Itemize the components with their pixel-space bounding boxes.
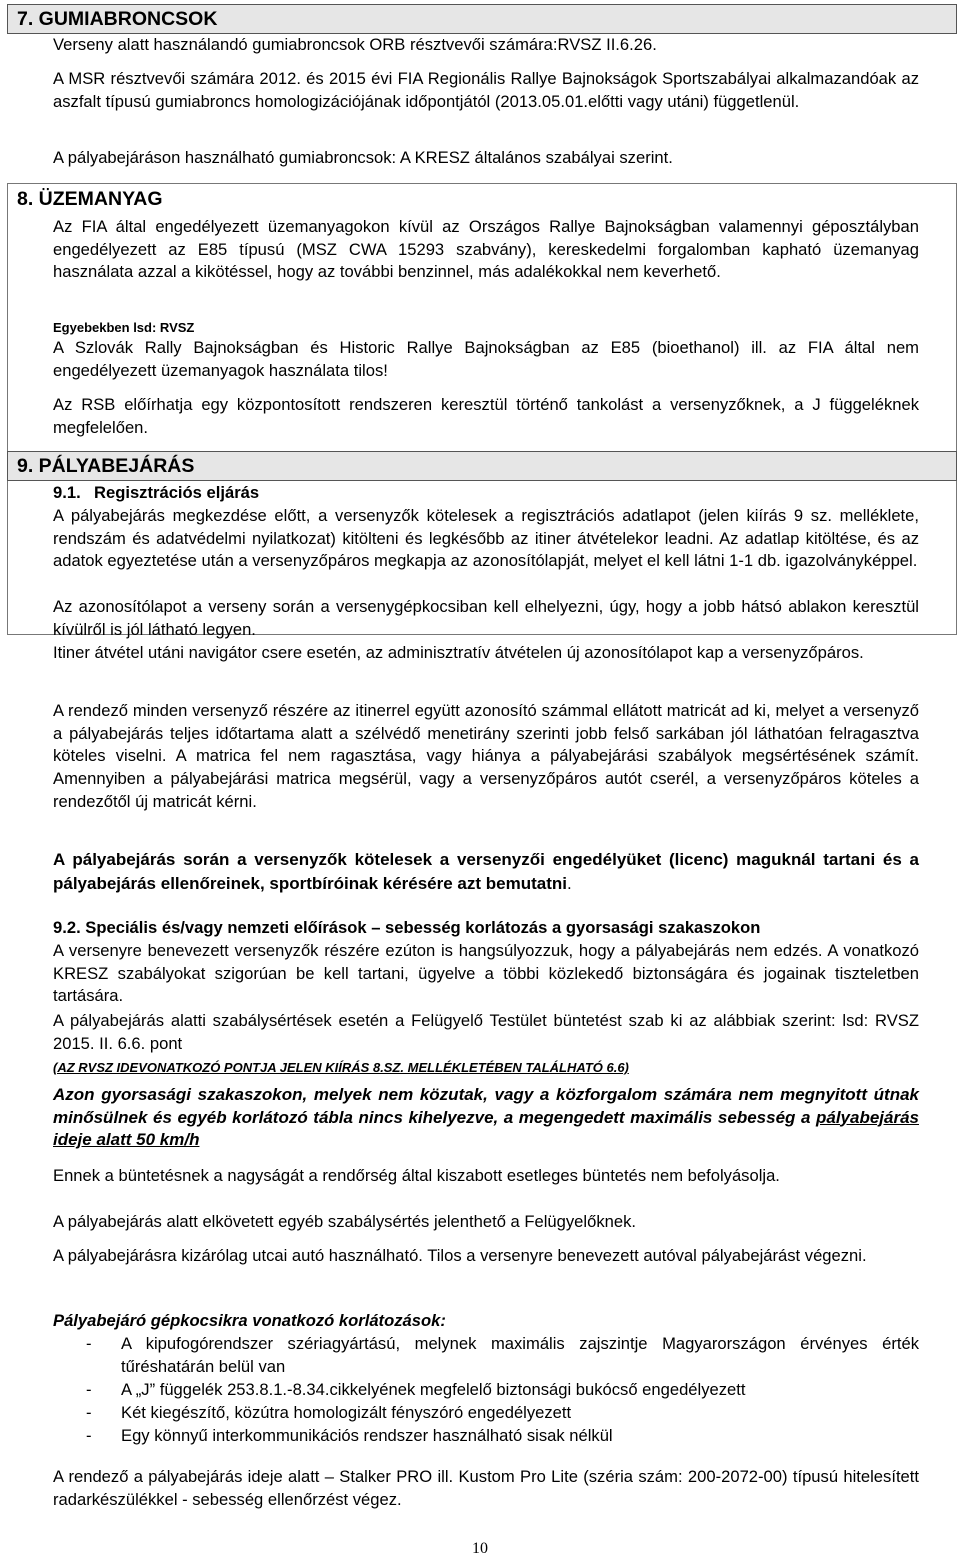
s91-paragraph-2: Az azonosítólapot a verseny során a versenygépkocsiban kell elhelyezni, úgy, hogy a jobb hátsó ablakon keresztül kívülről is jól látható legyen. <box>53 597 919 639</box>
limit-dash: - <box>86 1403 92 1422</box>
section-9-heading: 9. PÁLYABEJÁRÁS <box>7 451 957 481</box>
s8-paragraph-3: A Szlovák Rally Bajnokságban és Historic Rallye Bajnokságban az E85 (bioethanol) ill. az FIA által nem engedélyezett üzemanyagok használata tilos! <box>53 338 919 380</box>
s91-paragraph-4: A rendező minden versenyző részére az itinerrel együtt azonosító számmal ellátott matricát ad ki, melyet a versenyző a pályabejárás teljes időtartama alatt a szélvédő menetirány szerinti jobb felső sarkában jól láthatóan felragasztva köteles viselni. A matrica fel nem ragasztása, vagy hiánya a pályabejárási szabályok megsértésének számít. Amennyiben a pályabejárási matrica megsérül, vagy a versenyzőpáros autót cserél, a versenyzőpáros köteles a rendezőtől új matricát kérni. <box>53 701 919 811</box>
limit-dash: - <box>86 1380 92 1399</box>
s92-heading: 9.2. Speciális és/vagy nemzeti előírások – sebesség korlátozás a gyorsasági szakaszokon <box>53 918 761 937</box>
s92-paragraph-4-underlined: pályabejárás ideje alatt 50 km/h <box>53 1107 919 1149</box>
limit-dash: - <box>86 1334 92 1353</box>
s7-paragraph-3: A pályabejáráson használható gumiabroncsok: A KRESZ általános szabályai szerint. <box>53 148 673 167</box>
s91-number: 9.1. <box>53 483 81 502</box>
limit-item: Két kiegészítő, közútra homologizált fényszóró engedélyezett <box>121 1403 572 1422</box>
s91-paragraph-1: A pályabejárás megkezdése előtt, a versenyzők kötelesek a regisztrációs adatlapot (jelen kiírás 9 sz. melléklete, rendszám és adatvédelmi nyilatkozat) kitölteni és legkésőbb az itiner átvételekor leadni. Az adatlap kitöltése, és az adatok egyeztetése után a versenyzőpáros megkapja az azonosítólapját, melyet el kell látni 1-1 db. igazolványképpel. <box>53 506 919 571</box>
s92-paragraph-6: A pályabejárás alatt elkövetett egyéb szabálysértés jelenthető a Felügyelőknek. <box>53 1212 636 1231</box>
s92-paragraph-1: A versenyre benevezett versenyzők részére ezúton is hangsúlyozzuk, hogy a pályabejárás nem edzés. A vonatkozó KRESZ szabályokat szigorúan be kell tartani, ügyelve a többi közlekedő biztonságára és jogainak tiszteletben tartására. <box>53 941 919 1006</box>
s91-paragraph-5 <box>53 848 919 896</box>
section-7-heading: 7. GUMIABRONCSOK <box>7 4 957 34</box>
limits-title: Pályabejáró gépkocsikra vonatkozó korlátozások: <box>53 1311 446 1330</box>
s92-paragraph-2: A pályabejárás alatti szabálysértések esetén a Felügyelő Testület büntetést szab ki az alábbiak szerint: lsd: RVSZ 2015. II. 6.6. pont <box>53 1011 919 1053</box>
s91-paragraph-3: Itiner átvétel utáni navigátor csere esetén, az adminisztratív átvételen új azonosítólapot kap a versenyzőpáros. <box>53 643 864 662</box>
limit-item: Egy könnyű interkommunikációs rendszer használható sisak nélkül <box>121 1426 613 1445</box>
page-number: 10 <box>472 1540 488 1557</box>
s91-title: Regisztrációs eljárás <box>94 483 260 502</box>
s92-paragraph-4 <box>53 1084 919 1152</box>
s92-paragraph-3: (AZ RVSZ IDEVONATKOZÓ PONTJA JELEN KIÍRÁS 8.SZ. MELLÉKLETÉBEN TALÁLHATÓ 6.6) <box>53 1060 629 1075</box>
final-paragraph: A rendező a pályabejárás ideje alatt – Stalker PRO ill. Kustom Pro Lite (széria szám: 200-2072-00) típusú hitelesített radarkészülékkel - sebesség ellenőrzést végez. <box>53 1467 919 1509</box>
limit-item: A „J” függelék 253.8.1.-8.34.cikkelyének megfelelő biztonsági bukócső engedélyezett <box>121 1380 746 1399</box>
s8-paragraph-4: Az RSB előírhatja egy központosított rendszeren keresztül történő tankolást a versenyzőknek, a J függeléknek megfelelően. <box>53 395 919 437</box>
s8-paragraph-1: Az FIA által engedélyezett üzemanyagokon kívül az Országos Rallye Bajnokságban valamennyi géposztályban engedélyezett az E85 típusú (MSZ CWA 15293 szabvány), kereskedelmi forgalomban kapható üzemanyag használata azzal a kikötéssel, hogy az további benzinnel, más adalékokkal nem keverhető. <box>53 217 919 282</box>
s7-paragraph-2: A MSR résztvevői számára 2012. és 2015 évi FIA Regionális Rallye Bajnokságok Sportszabályai alkalmazandóak az aszfalt típusú gumiabroncs homologizációjának időpontjától (2013.05.01.előtti vagy utáni) függetlenül. <box>53 69 919 111</box>
s8-paragraph-2: Egyebekben lsd: RVSZ <box>53 320 195 335</box>
s7-paragraph-1: Verseny alatt használandó gumiabroncsok ORB résztvevői számára:RVSZ II.6.26. <box>53 35 657 54</box>
s92-paragraph-5: Ennek a büntetésnek a nagyságát a rendőrség által kiszabott esetleges büntetés nem befolyásolja. <box>53 1166 780 1185</box>
s92-paragraph-7: A pályabejárásra kizárólag utcai autó használható. Tilos a versenyre benevezett autóval pályabejárást végezni. <box>53 1246 867 1265</box>
s91-paragraph-5-end: . <box>566 874 572 893</box>
s91-heading <box>53 483 259 503</box>
s91-paragraph-5-text: A pályabejárás során a versenyzők kötelesek a versenyzői engedélyüket (licenc) maguknál tartani és a pályabejárás ellenőreinek, sportbíróinak kérésére azt bemutatni <box>53 850 919 893</box>
s92-paragraph-4-text: Azon gyorsasági szakaszokon, melyek nem közutak, vagy a közforgalom számára nem megnyitott útnak minősülnek és egyéb korlátozó tábla nincs kihelyezve, a megengedett maximális sebesség a <box>53 1085 919 1127</box>
section-8-heading: 8. ÜZEMANYAG <box>17 188 163 210</box>
limit-item: A kipufogórendszer szériagyártású, melynek maximális zajszintje Magyarországon érvényes érték tűréshatárán belül van <box>121 1334 919 1376</box>
limit-dash: - <box>86 1426 92 1445</box>
